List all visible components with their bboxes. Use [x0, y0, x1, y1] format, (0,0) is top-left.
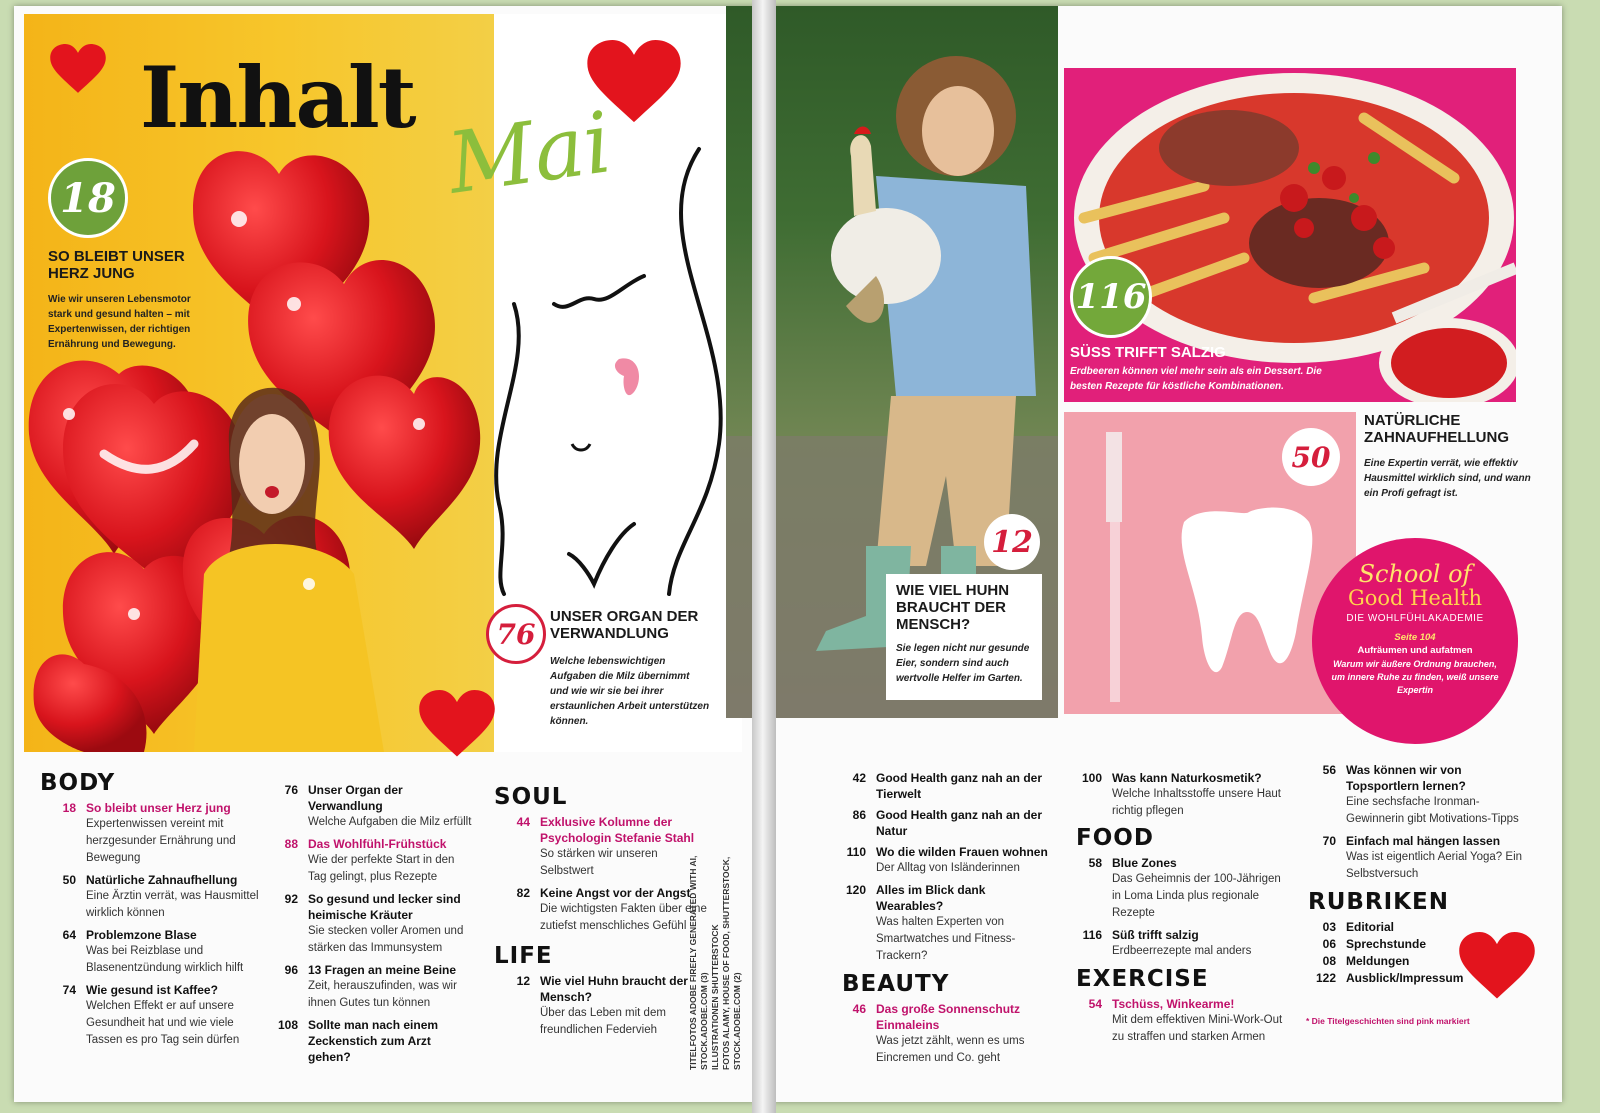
toc-soul-life-column [494, 784, 714, 1044]
school-subtitle: DIE WOHLFÜHLAKADEMIE [1346, 613, 1484, 624]
toc-entry[interactable] [494, 814, 714, 880]
entry-desc: Welche Aufgaben die Milz erfüllt [308, 816, 472, 828]
entry-page: 12 [516, 974, 530, 988]
toc-entry[interactable] [262, 962, 472, 1012]
feature-76-title: UNSER ORGAN DER VERWANDLUNG [550, 608, 699, 642]
page-title: Inhalt [140, 48, 415, 147]
toc-food-exercise-column [1066, 770, 1288, 1051]
entry-title: Alles im Blick dank Wearables? [876, 883, 986, 913]
entry-title: Tschüss, Winkearme! [1112, 997, 1235, 1011]
section-exercise-heading: EXERCISE [1076, 966, 1209, 992]
toc-entry[interactable] [494, 885, 714, 935]
section-body-heading: BODY [40, 770, 116, 796]
entry-desc: Eine Ärztin verrät, was Hausmittel wirklich können [86, 890, 259, 919]
entry-title: 13 Fragen an meine Beine [308, 963, 457, 977]
entry-page: 88 [284, 837, 298, 851]
entry-title: Sollte man nach einem Zeckenstich zum Arzt gehen? [308, 1018, 439, 1064]
entry-desc: Wie der perfekte Start in den Tag gelingt, plus Rezepte [308, 854, 455, 883]
page-badge-50: 50 [1282, 428, 1340, 486]
entry-page: 70 [1322, 834, 1336, 848]
entry-page: 82 [516, 886, 530, 900]
entry-desc: Erdbeerrezepte mal anders [1112, 945, 1252, 957]
credit-line: STOCK.ADOBE.COM (3) [699, 972, 709, 1070]
credit-line: FOTOS ALAMY, HOUSE OF FOOD, SHUTTERSTOCK, [721, 856, 731, 1070]
entry-desc: Zeit, herauszufinden, was wir ihnen Gutes tun können [308, 980, 457, 1009]
entry-title: Good Health ganz nah an der Tierwelt [876, 771, 1043, 801]
feature-116-title: SÜSS TRIFFT SALZIG [1070, 344, 1226, 361]
credit-line: TITELFOTOS ADOBE FIREFLY GENERATED WITH AI, [688, 855, 698, 1070]
entry-title: Was kann Naturkosmetik? [1112, 771, 1262, 785]
feature-50-desc: Eine Expertin verrät, wie effektiv Hausmittel wirklich sind, und wann ein Profi gefragt ist. [1364, 458, 1531, 499]
entry-title: Das große Sonnenschutz Einmaleins [876, 1002, 1021, 1032]
entry-title: So bleibt unser Herz jung [86, 801, 231, 815]
entry-page: 46 [852, 1002, 866, 1016]
school-title-2: Good Health [1347, 586, 1483, 610]
toc-entry[interactable] [40, 927, 260, 977]
toc-entry[interactable] [1300, 953, 1530, 969]
entry-page: 122 [1315, 971, 1336, 985]
toc-entry[interactable] [262, 891, 472, 957]
entry-page: 116 [1082, 928, 1102, 942]
entry-page: 92 [284, 892, 298, 906]
month-label: Mai [441, 93, 617, 213]
page-badge-116: 116 [1070, 256, 1152, 338]
toc-body-column-2 [262, 782, 472, 1070]
school-of-good-health-promo [1312, 538, 1518, 744]
credit-line: ILLUSTRATIONEN SHUTTERSTOCK [710, 924, 720, 1070]
feature-76-desc: Welche lebenswichtigen Aufgaben die Milz übernimmt und wie wir sie bei ihrer erstaunlichen Arbeit unterstützen können. [550, 656, 710, 727]
entry-page: 18 [62, 801, 76, 815]
magazine-spine [752, 0, 776, 1113]
entry-page: 86 [852, 808, 866, 822]
toc-entry[interactable] [40, 800, 260, 867]
page-badge-76: 76 [486, 604, 546, 664]
heart-icon [50, 44, 106, 94]
toc-entry[interactable] [494, 973, 714, 1039]
toc-entry[interactable] [1300, 919, 1530, 935]
toc-body-column [40, 770, 260, 1054]
toc-entry[interactable] [262, 1017, 472, 1065]
section-beauty-heading: BEAUTY [842, 971, 950, 997]
entry-title: Keine Angst vor der Angst [540, 886, 691, 900]
toc-entry[interactable] [1066, 770, 1288, 820]
toc-entry[interactable] [40, 982, 260, 1049]
footnote: * Die Titelgeschichten sind pink markiert [1306, 1016, 1470, 1026]
feature-50-title: NATÜRLICHE ZAHNAUFHELLUNG [1364, 412, 1509, 446]
entry-title: Unser Organ der Verwandlung [308, 783, 403, 813]
entry-title: So gesund und lecker sind heimische Kräuter [308, 892, 461, 922]
toc-entry[interactable] [1300, 936, 1530, 952]
entry-page: 58 [1088, 856, 1102, 870]
entry-page: 44 [516, 815, 530, 829]
entry-desc: Die wichtigsten Fakten über eine zutiefst menschliches Gefühl [540, 903, 707, 932]
entry-title: Süß trifft salzig [1112, 928, 1199, 942]
school-headline: Aufräumen und aufatmen [1357, 645, 1473, 656]
entry-page: 110 [846, 845, 866, 859]
entry-desc: Über das Leben mit dem freundlichen Federvieh [540, 1007, 666, 1036]
entry-title: Einfach mal hängen lassen [1346, 834, 1501, 848]
toc-entry[interactable] [1300, 970, 1530, 986]
page-badge-12: 12 [984, 514, 1040, 570]
entry-page: 96 [284, 963, 298, 977]
entry-desc: Mit dem effektiven Mini-Work-Out zu straffen und starken Armen [1112, 1014, 1283, 1043]
entry-page: 03 [1322, 920, 1336, 934]
entry-title: Natürliche Zahnaufhellung [86, 873, 238, 887]
entry-desc: Das Geheimnis der 100-Jährigen in Loma Linda plus regionale Rezepte [1112, 873, 1281, 919]
school-desc: Warum wir äußere Ordnung brauchen, um innere Ruhe zu finden, weiß unsere Expertin [1331, 659, 1499, 695]
entry-page: 06 [1322, 937, 1336, 951]
entry-page: 42 [852, 771, 866, 785]
heart-icon [417, 690, 497, 758]
entry-desc: So stärken wir unseren Selbstwert [540, 848, 658, 877]
entry-page: 08 [1322, 954, 1336, 968]
entry-desc: Welche Inhaltsstoffe unsere Haut richtig pflegen [1112, 788, 1281, 817]
school-page: Seite 104 [1394, 632, 1436, 643]
entry-page: 54 [1088, 997, 1102, 1011]
feature-18-title: SO BLEIBT UNSER HERZ JUNG [48, 248, 185, 282]
entry-page: 56 [1322, 763, 1336, 777]
entry-title: Sprechstunde [1346, 937, 1427, 951]
entry-page: 74 [62, 983, 76, 997]
feature-18-desc: Wie wir unseren Lebensmotor stark und gesund halten – mit Expertenwissen, der richtigen Ernährung und Bewegung. [48, 294, 191, 350]
entry-desc: Was halten Experten von Smartwatches und Fitness-Trackern? [876, 916, 1016, 962]
toc-life-beauty-column [830, 770, 1052, 1072]
entry-page: 108 [277, 1018, 298, 1032]
entry-title: Das Wohlfühl-Frühstück [308, 837, 447, 851]
entry-page: 100 [1081, 771, 1102, 785]
entry-page: 120 [845, 883, 866, 897]
entry-title: Was können wir von Topsportlern lernen? [1346, 763, 1466, 793]
toc-exercise-rubriken-column [1300, 762, 1530, 1026]
school-title-1: School of [1358, 560, 1472, 588]
toc-entry[interactable] [1066, 855, 1288, 922]
feature-12-title: WIE VIEL HUHN BRAUCHT DER MENSCH? [896, 582, 1010, 633]
entry-title: Wie gesund ist Kaffee? [86, 983, 218, 997]
toc-entry[interactable] [262, 782, 472, 831]
entry-desc: Was bei Reizblase und Blasenentzündung wirklich hilft [86, 945, 244, 974]
entry-desc: Der Alltag von Isländerinnen [876, 862, 1020, 874]
entry-desc: Was jetzt zählt, wenn es ums Eincremen und Co. geht [876, 1035, 1025, 1064]
toc-entry[interactable] [1066, 927, 1288, 960]
toc-entry[interactable] [830, 1001, 1052, 1067]
feature-116-desc: Erdbeeren können viel mehr sein als ein Dessert. Die besten Rezepte für köstliche Kombinationen. [1070, 366, 1322, 392]
entry-title: Wie viel Huhn braucht der Mensch? [540, 974, 688, 1004]
entry-desc: Eine sechsfache Ironman-Gewinnerin gibt Motivations-Tipps [1346, 796, 1519, 825]
credit-line: STOCK.ADOBE.COM (2) [732, 972, 742, 1070]
entry-title: Exklusive Kolumne der Psychologin Stefanie Stahl [540, 815, 695, 845]
entry-title: Wo die wilden Frauen wohnen [876, 845, 1048, 859]
photo-credits [688, 730, 743, 1070]
toc-entry[interactable] [830, 807, 1052, 839]
toc-entry[interactable] [830, 770, 1052, 802]
page-badge-18: 18 [48, 158, 128, 238]
section-food-heading: FOOD [1076, 825, 1154, 851]
section-rubriken-heading: RUBRIKEN [1308, 889, 1449, 915]
toc-entry[interactable] [1066, 996, 1288, 1046]
toc-entry[interactable] [1300, 762, 1530, 828]
entry-page: 64 [62, 928, 76, 942]
entry-title: Blue Zones [1112, 856, 1177, 870]
entry-title: Editorial [1346, 920, 1395, 934]
section-soul-heading: SOUL [494, 784, 568, 810]
entry-desc: Welchen Effekt er auf unsere Gesundheit hat und wie viele Tassen es pro Tag sein dürfen [86, 1000, 240, 1046]
entry-desc: Was ist eigentlich Aerial Yoga? Ein Selbstversuch [1346, 851, 1523, 880]
entry-desc: Sie stecken voller Aromen und stärken das Immunsystem [308, 925, 464, 954]
feature-12-box [886, 574, 1042, 700]
entry-title: Good Health ganz nah an der Natur [876, 808, 1043, 838]
toc-entry[interactable] [1300, 833, 1530, 883]
section-life-heading: LIFE [494, 943, 553, 969]
toc-entry[interactable] [40, 872, 260, 922]
entry-page: 76 [284, 783, 298, 797]
entry-title: Problemzone Blase [86, 928, 197, 942]
feature-12-desc: Sie legen nicht nur gesunde Eier, sondern sind auch wertvolle Helfer im Garten. [896, 643, 1030, 684]
entry-page: 50 [62, 873, 76, 887]
entry-title: Meldungen [1346, 954, 1410, 968]
entry-desc: Expertenwissen vereint mit herzgesunder Ernährung und Bewegung [86, 818, 236, 864]
entry-title: Ausblick/Impressum [1346, 971, 1464, 985]
toc-entry[interactable] [830, 844, 1052, 877]
toc-entry[interactable] [262, 836, 472, 886]
toc-entry[interactable] [830, 882, 1052, 965]
